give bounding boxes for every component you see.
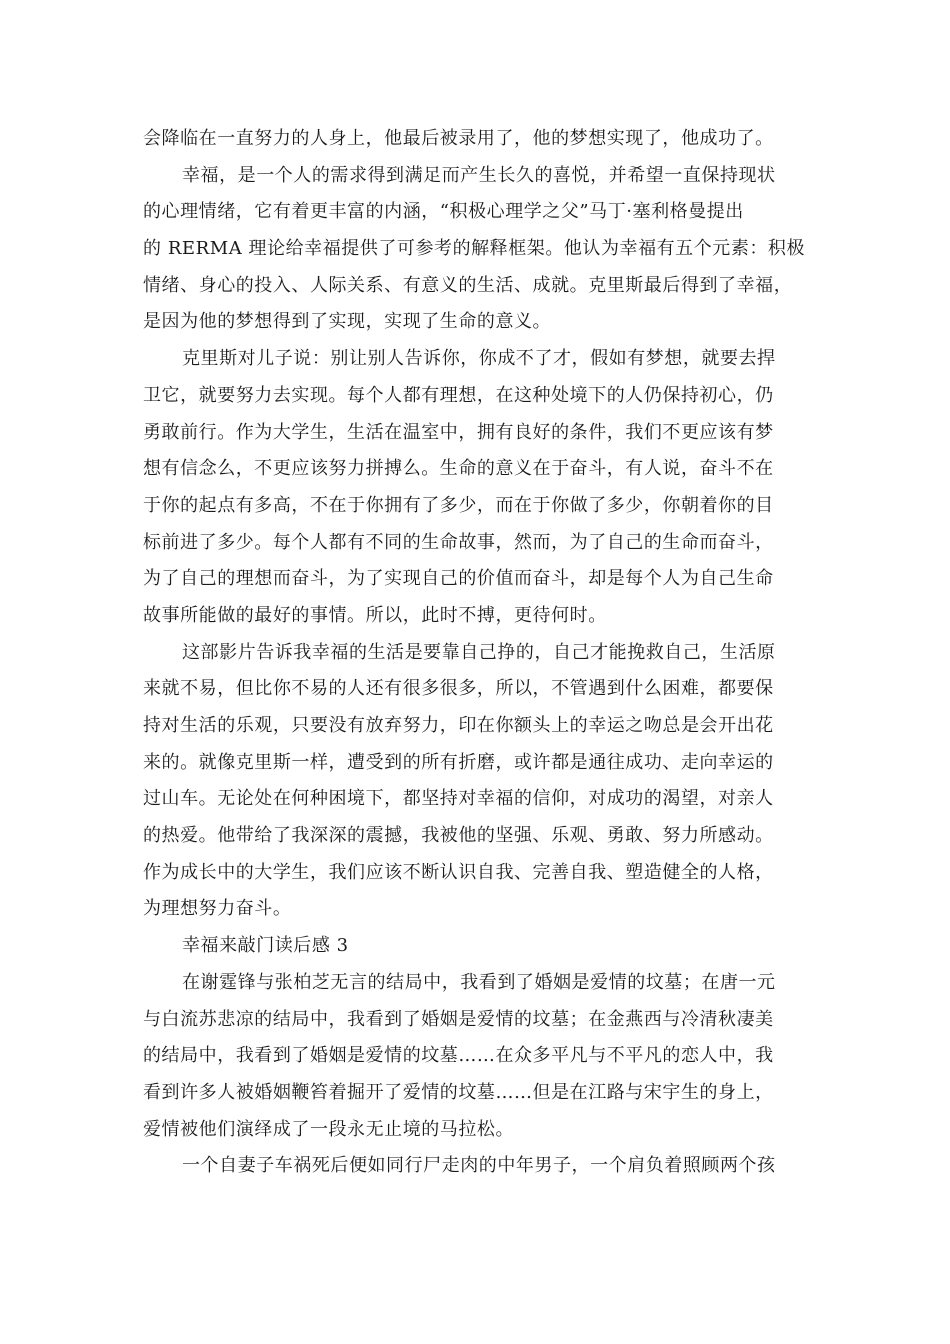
- text-line: 的心理情绪，它有着更丰富的内涵，“积极心理学之父”马丁·塞利格曼提出: [143, 201, 744, 223]
- text-line: 看到许多人被婚姻鞭笞着掘开了爱情的坟墓……但是在江路与宋宇生的身上，: [143, 1081, 774, 1103]
- text-line: 标前进了多少。每个人都有不同的生命故事，然而，为了自己的生命而奋斗，: [143, 531, 774, 553]
- text-line: 的结局中，我看到了婚姻是爱情的坟墓……在众多平凡与不平凡的恋人中，我: [143, 1045, 774, 1067]
- text-line: 持对生活的乐观，只要没有放弃努力，印在你额头上的幸运之吻总是会开出花: [143, 715, 774, 736]
- document-body: [143, 121, 819, 1185]
- text-line: 作为成长中的大学生，我们应该不断认识自我、完善自我、塑造健全的人格，: [143, 861, 774, 883]
- text-line: 情绪、身心的投入、人际关系、有意义的生活、成就。克里斯最后得到了幸福，: [143, 274, 793, 296]
- text-line: 为理想努力奋斗。: [143, 898, 292, 920]
- text-line: 爱情被他们演绎成了一段永无止境的马拉松。: [143, 1118, 514, 1140]
- text-line: 与白流苏悲凉的结局中，我看到了婚姻是爱情的坟墓；在金燕西与冷清秋凄美: [143, 1008, 774, 1030]
- text-line: 为了自己的理想而奋斗，为了实现自己的价值而奋斗，却是每个人为自己生命: [143, 568, 774, 590]
- text-line: 一个自妻子车祸死后便如同行尸走肉的中年男子，一个肩负着照顾两个孩: [182, 1155, 776, 1177]
- text-line: 幸福，是一个人的需求得到满足而产生长久的喜悦，并希望一直保持现状: [182, 164, 776, 186]
- text-line: 会降临在一直努力的人身上，他最后被录用了，他的梦想实现了，他成功了。: [143, 128, 774, 149]
- text-line: 在谢霆锋与张柏芝无言的结局中，我看到了婚姻是爱情的坟墓；在唐一元: [182, 971, 776, 993]
- text-line: 故事所能做的最好的事情。所以，此时不搏，更待何时。: [143, 604, 607, 626]
- text-line: 勇敢前行。作为大学生，生活在温室中，拥有良好的条件，我们不更应该有梦: [143, 421, 774, 443]
- text-line: 是因为他的梦想得到了实现，实现了生命的意义。: [143, 311, 552, 333]
- text-line: 来的。就像克里斯一样，遭受到的所有折磨，或许都是通往成功、走向幸运的: [143, 751, 774, 773]
- text-line: 的热爱。他带给了我深深的震撼，我被他的坚强、乐观、勇敢、努力所感动。: [143, 825, 774, 847]
- text-line: 的 RERMA 理论给幸福提供了可参考的解释框架。他认为幸福有五个元素：积极: [143, 238, 806, 260]
- text-line: 这部影片告诉我幸福的生活是要靠自己挣的，自己才能挽救自己，生活原: [182, 641, 776, 663]
- text-line: 过山车。无论处在何种困境下，都坚持对幸福的信仰，对成功的渴望，对亲人: [143, 788, 774, 810]
- text-line: 卫它，就要努力去实现。每个人都有理想，在这种处境下的人仍保持初心，仍: [143, 384, 774, 406]
- text-line: 想有信念么，不更应该努力拼搏么。生命的意义在于奋斗，有人说，奋斗不在: [143, 458, 774, 480]
- text-line: 幸福来敲门读后感 3: [182, 935, 349, 957]
- text-line: 克里斯对儿子说：别让别人告诉你，你成不了才，假如有梦想，就要去捍: [182, 348, 776, 370]
- text-line: 来就不易，但比你不易的人还有很多很多，所以，不管遇到什么困难，都要保: [143, 678, 774, 700]
- text-line: 于你的起点有多高，不在于你拥有了多少，而在于你做了多少，你朝着你的目: [143, 494, 774, 516]
